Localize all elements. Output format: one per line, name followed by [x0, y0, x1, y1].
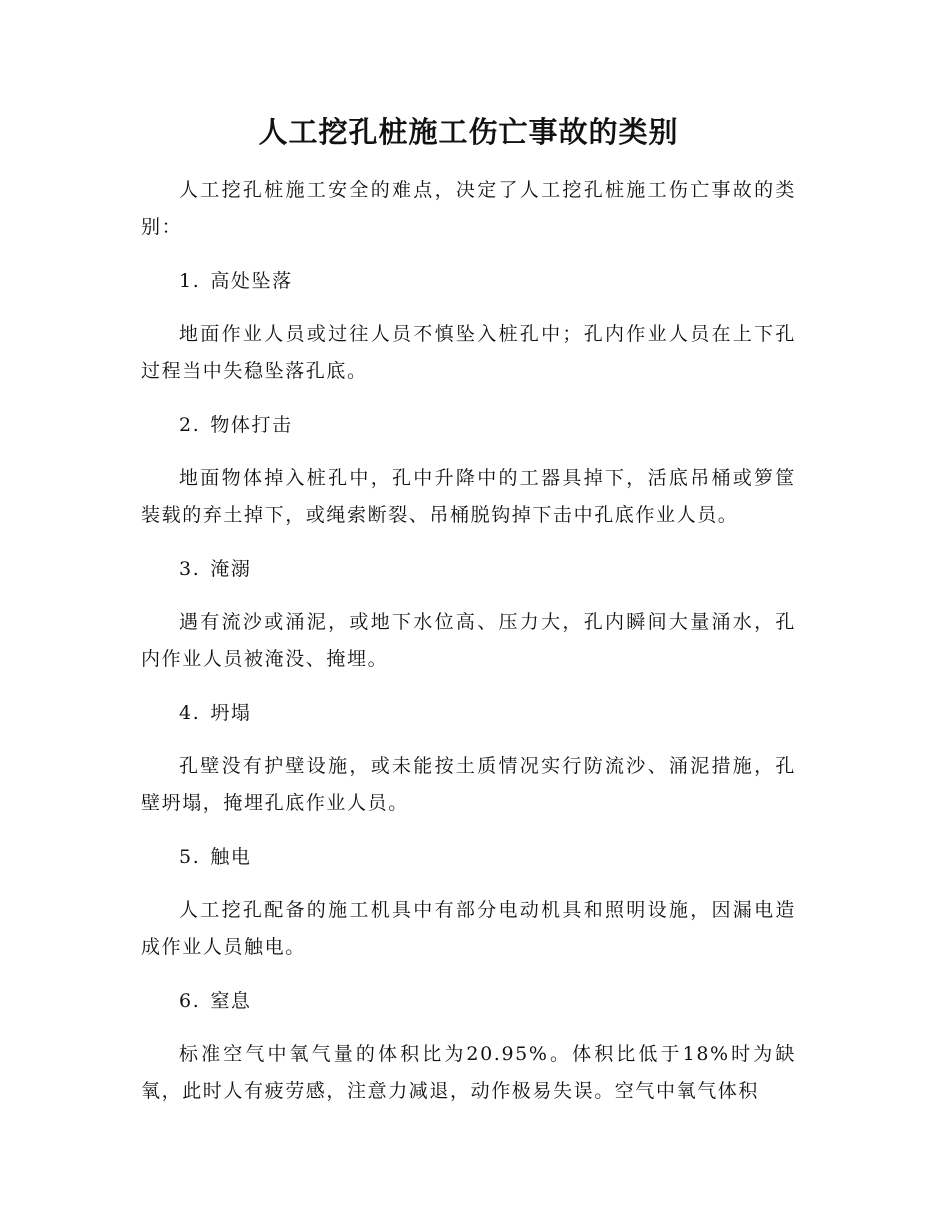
section-heading — [141, 983, 796, 1020]
section-3 — [141, 551, 796, 678]
section-heading — [141, 695, 796, 732]
section-body: 孔壁没有护壁设施，或未能按土质情况实行防流沙、涌泥措施，孔壁坍塌，掩埋孔底作业人员。 — [141, 755, 796, 814]
section-body: 遇有流沙或涌泥，或地下水位高、压力大，孔内瞬间大量涌水，孔内作业人员被淹没、掩埋。 — [141, 611, 796, 670]
section-number: 3. — [179, 558, 201, 580]
section-heading-text: 窒息 — [210, 990, 252, 1012]
section-number: 4. — [179, 702, 201, 724]
section-heading-text: 物体打击 — [210, 414, 293, 436]
section-1 — [141, 263, 796, 390]
section-body: 标准空气中氧气量的体积比为20.95%。体积比低于18%时为缺氧，此时人有疲劳感，注意力减退，动作极易失误。空气中氧气体积 — [141, 1043, 796, 1102]
section-heading — [141, 407, 796, 444]
section-body: 地面物体掉入桩孔中，孔中升降中的工器具掉下，活底吊桶或箩筐装载的弃土掉下，或绳索断裂、吊桶脱钩掉下击中孔底作业人员。 — [141, 467, 796, 526]
section-number: 6. — [179, 990, 201, 1012]
section-body: 地面作业人员或过往人员不慎坠入桩孔中；孔内作业人员在上下孔过程当中失稳坠落孔底。 — [141, 323, 796, 382]
section-5 — [141, 839, 796, 966]
section-number: 5. — [179, 846, 201, 868]
section-2 — [141, 407, 796, 534]
section-number: 1. — [179, 270, 201, 292]
section-number: 2. — [179, 414, 201, 436]
section-heading-text: 淹溺 — [210, 558, 252, 580]
section-body: 人工挖孔配备的施工机具中有部分电动机具和照明设施，因漏电造成作业人员触电。 — [141, 899, 796, 958]
section-heading — [141, 839, 796, 876]
document-title: 人工挖孔桩施工伤亡事故的类别 — [258, 115, 679, 149]
section-6 — [141, 983, 796, 1110]
section-heading-text: 高处坠落 — [210, 270, 293, 292]
section-4 — [141, 695, 796, 822]
section-heading — [141, 263, 796, 300]
document-page — [141, 112, 796, 1110]
section-heading — [141, 551, 796, 588]
section-heading-text: 坍塌 — [210, 702, 252, 724]
section-heading-text: 触电 — [210, 846, 252, 868]
intro-paragraph: 人工挖孔桩施工安全的难点，决定了人工挖孔桩施工伤亡事故的类别： — [141, 179, 796, 238]
